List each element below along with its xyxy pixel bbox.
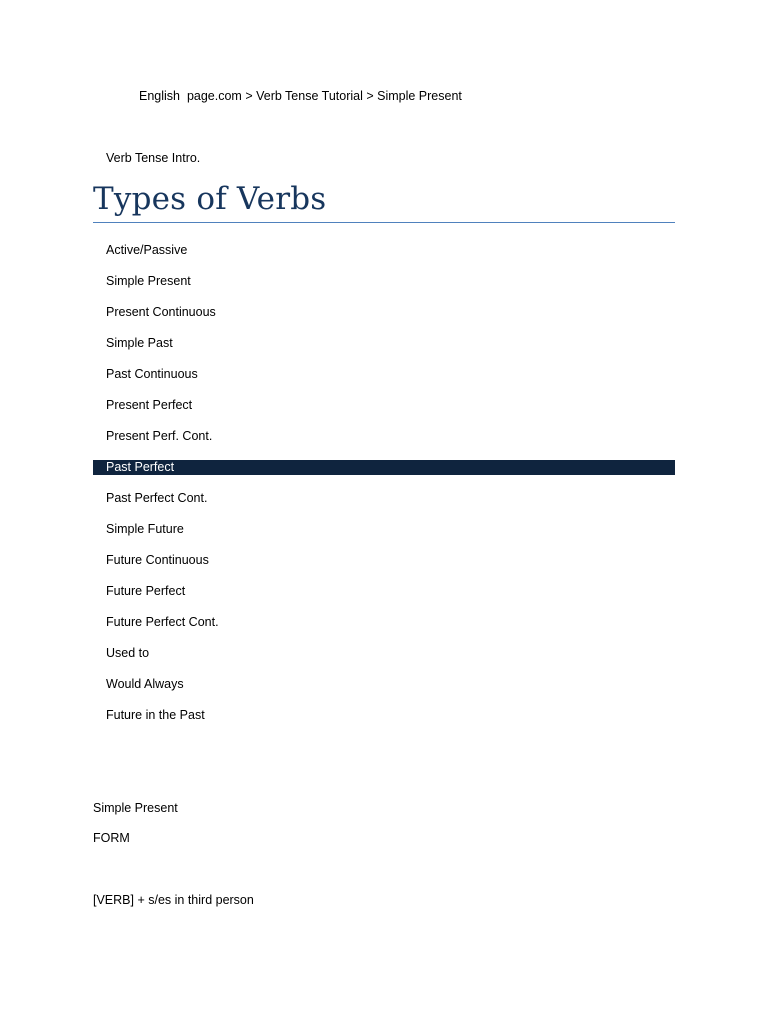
nav-item[interactable]: [93, 674, 675, 705]
form-rule: [VERB] + s/es in third person: [93, 893, 254, 907]
nav-item[interactable]: [93, 364, 675, 395]
nav-item-label[interactable]: Active/Passive: [106, 243, 188, 257]
nav-item[interactable]: [93, 612, 675, 643]
nav-item[interactable]: [93, 581, 675, 612]
selected-highlight: [93, 460, 675, 475]
nav-item-label[interactable]: Future Perfect Cont.: [106, 615, 219, 629]
nav-item-label[interactable]: Would Always: [106, 677, 184, 691]
nav-item[interactable]: [93, 488, 675, 519]
breadcrumb-tutorial-link[interactable]: Verb Tense Tutorial: [256, 89, 363, 103]
nav-item[interactable]: [93, 550, 675, 581]
breadcrumb: [139, 88, 462, 104]
form-label: FORM: [93, 831, 130, 845]
verb-tense-intro-link[interactable]: Verb Tense Intro.: [106, 151, 201, 165]
nav-item-label[interactable]: Future in the Past: [106, 708, 205, 722]
nav-item-label[interactable]: Present Perfect: [106, 398, 193, 412]
breadcrumb-separator: >: [362, 89, 378, 103]
nav-item[interactable]: [93, 519, 675, 550]
section-heading: Simple Present: [93, 801, 178, 815]
nav-item-label[interactable]: Present Continuous: [106, 305, 216, 319]
nav-item-label[interactable]: Past Perfect Cont.: [106, 491, 208, 505]
title-underline: [93, 222, 675, 223]
nav-item[interactable]: [93, 395, 675, 426]
nav-item[interactable]: [93, 457, 675, 488]
nav-item-label[interactable]: Simple Present: [106, 274, 191, 288]
nav-item-label[interactable]: Simple Future: [106, 522, 184, 536]
breadcrumb-current: Simple Present: [377, 89, 462, 103]
breadcrumb-separator: >: [241, 89, 257, 103]
nav-item[interactable]: [93, 643, 675, 674]
nav-item-label[interactable]: Simple Past: [106, 336, 173, 350]
nav-item[interactable]: [93, 240, 675, 271]
nav-item-label[interactable]: Future Perfect: [106, 584, 186, 598]
nav-item[interactable]: [93, 333, 675, 364]
nav-item[interactable]: [93, 302, 675, 333]
verb-type-nav: [93, 240, 675, 736]
nav-item-label[interactable]: Future Continuous: [106, 553, 209, 567]
page-title: Types of Verbs: [93, 181, 327, 217]
nav-item[interactable]: [93, 271, 675, 302]
nav-item-label[interactable]: Past Continuous: [106, 367, 198, 381]
nav-item-label[interactable]: Present Perf. Cont.: [106, 429, 213, 443]
nav-item[interactable]: [93, 705, 675, 736]
breadcrumb-home-link[interactable]: English page.com: [139, 89, 242, 103]
nav-item[interactable]: [93, 426, 675, 457]
nav-item-label[interactable]: Past Perfect: [106, 460, 175, 474]
nav-item-label[interactable]: Used to: [106, 646, 150, 660]
